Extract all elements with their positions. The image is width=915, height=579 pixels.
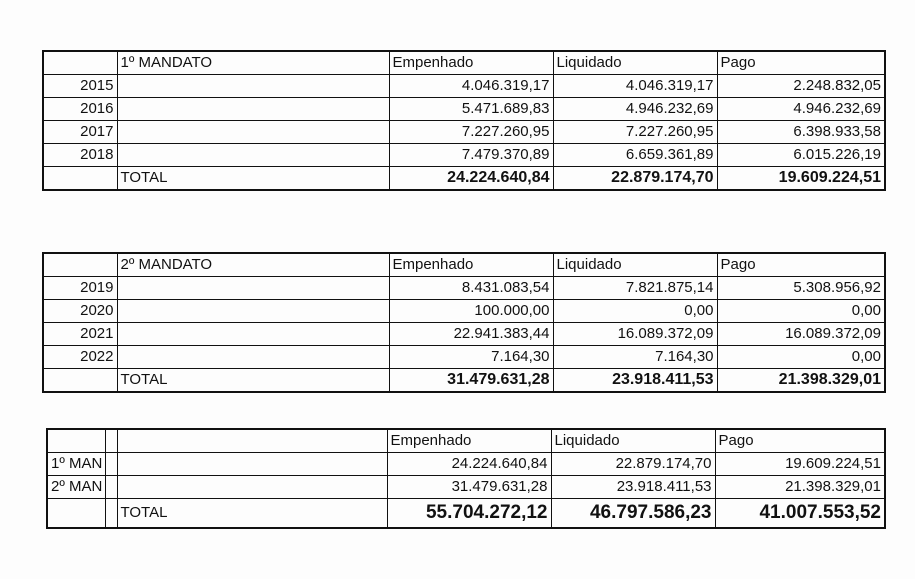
blank-cell — [117, 476, 387, 499]
liquidado-cell: 7.821.875,14 — [553, 277, 717, 300]
total-label: TOTAL — [117, 167, 389, 191]
year-cell: 2018 — [43, 144, 117, 167]
liquidado-cell: 4.946.232,69 — [553, 98, 717, 121]
header-pago: Pago — [717, 51, 885, 75]
table-row — [43, 323, 885, 346]
blank-cell — [117, 429, 387, 453]
pago-cell: 4.946.232,69 — [717, 98, 885, 121]
total-label: TOTAL — [117, 369, 389, 393]
table-row — [43, 300, 885, 323]
liquidado-cell: 16.089.372,09 — [553, 323, 717, 346]
year-cell: 2021 — [43, 323, 117, 346]
total-empenhado: 24.224.640,84 — [389, 167, 553, 191]
total-empenhado: 31.479.631,28 — [389, 369, 553, 393]
spacer-cell — [105, 499, 117, 529]
total-empenhado: 55.704.272,12 — [387, 499, 551, 529]
spacer-cell — [105, 453, 117, 476]
blank-cell — [117, 98, 389, 121]
table-row — [43, 144, 885, 167]
spacer-cell — [105, 429, 117, 453]
header-empenhado: Empenhado — [389, 253, 553, 277]
blank-cell — [117, 75, 389, 98]
total-row — [43, 369, 885, 393]
corner-cell — [47, 429, 105, 453]
empenhado-cell: 7.227.260,95 — [389, 121, 553, 144]
table-row — [47, 476, 885, 499]
pago-cell: 21.398.329,01 — [715, 476, 885, 499]
empenhado-cell: 7.164,30 — [389, 346, 553, 369]
blank-cell — [43, 167, 117, 191]
table-row — [43, 277, 885, 300]
pago-cell: 6.398.933,58 — [717, 121, 885, 144]
blank-cell — [117, 346, 389, 369]
blank-cell — [117, 300, 389, 323]
header-liquidado: Liquidado — [553, 253, 717, 277]
table-row — [43, 346, 885, 369]
table-summary — [46, 428, 886, 529]
liquidado-cell: 4.046.319,17 — [553, 75, 717, 98]
liquidado-cell: 23.918.411,53 — [551, 476, 715, 499]
header-empenhado: Empenhado — [387, 429, 551, 453]
header-pago: Pago — [715, 429, 885, 453]
year-cell: 2015 — [43, 75, 117, 98]
liquidado-cell: 7.227.260,95 — [553, 121, 717, 144]
empenhado-cell: 24.224.640,84 — [387, 453, 551, 476]
pago-cell: 0,00 — [717, 346, 885, 369]
header-pago: Pago — [717, 253, 885, 277]
table-row — [43, 98, 885, 121]
table-first-mandate — [42, 50, 886, 191]
year-cell: 2022 — [43, 346, 117, 369]
pago-cell: 0,00 — [717, 300, 885, 323]
year-cell: 2016 — [43, 98, 117, 121]
spacer-cell — [105, 476, 117, 499]
blank-cell — [117, 277, 389, 300]
table-row — [43, 75, 885, 98]
empenhado-cell: 8.431.083,54 — [389, 277, 553, 300]
corner-cell — [43, 253, 117, 277]
mandate-label: 2º MAN — [47, 476, 105, 499]
header-empenhado: Empenhado — [389, 51, 553, 75]
liquidado-cell: 0,00 — [553, 300, 717, 323]
empenhado-cell: 7.479.370,89 — [389, 144, 553, 167]
header-row — [47, 429, 885, 453]
table-second-mandate — [42, 252, 886, 393]
header-row — [43, 253, 885, 277]
total-pago: 41.007.553,52 — [715, 499, 885, 529]
empenhado-cell: 22.941.383,44 — [389, 323, 553, 346]
pago-cell: 6.015.226,19 — [717, 144, 885, 167]
total-row — [47, 499, 885, 529]
header-liquidado: Liquidado — [553, 51, 717, 75]
year-cell: 2020 — [43, 300, 117, 323]
blank-cell — [47, 499, 105, 529]
liquidado-cell: 6.659.361,89 — [553, 144, 717, 167]
blank-cell — [117, 323, 389, 346]
pago-cell: 2.248.832,05 — [717, 75, 885, 98]
liquidado-cell: 22.879.174,70 — [551, 453, 715, 476]
corner-cell — [43, 51, 117, 75]
total-pago: 19.609.224,51 — [717, 167, 885, 191]
liquidado-cell: 7.164,30 — [553, 346, 717, 369]
total-pago: 21.398.329,01 — [717, 369, 885, 393]
total-label: TOTAL — [117, 499, 387, 529]
year-cell: 2019 — [43, 277, 117, 300]
empenhado-cell: 4.046.319,17 — [389, 75, 553, 98]
blank-cell — [43, 369, 117, 393]
pago-cell: 5.308.956,92 — [717, 277, 885, 300]
blank-cell — [117, 144, 389, 167]
pago-cell: 19.609.224,51 — [715, 453, 885, 476]
table-row — [43, 121, 885, 144]
header-row — [43, 51, 885, 75]
total-liquidado: 23.918.411,53 — [553, 369, 717, 393]
total-liquidado: 22.879.174,70 — [553, 167, 717, 191]
table-row — [47, 453, 885, 476]
header-liquidado: Liquidado — [551, 429, 715, 453]
empenhado-cell: 31.479.631,28 — [387, 476, 551, 499]
mandate-title: 1º MANDATO — [117, 51, 389, 75]
total-row — [43, 167, 885, 191]
pago-cell: 16.089.372,09 — [717, 323, 885, 346]
blank-cell — [117, 121, 389, 144]
empenhado-cell: 100.000,00 — [389, 300, 553, 323]
mandate-label: 1º MAN — [47, 453, 105, 476]
empenhado-cell: 5.471.689,83 — [389, 98, 553, 121]
year-cell: 2017 — [43, 121, 117, 144]
blank-cell — [117, 453, 387, 476]
total-liquidado: 46.797.586,23 — [551, 499, 715, 529]
mandate-title: 2º MANDATO — [117, 253, 389, 277]
